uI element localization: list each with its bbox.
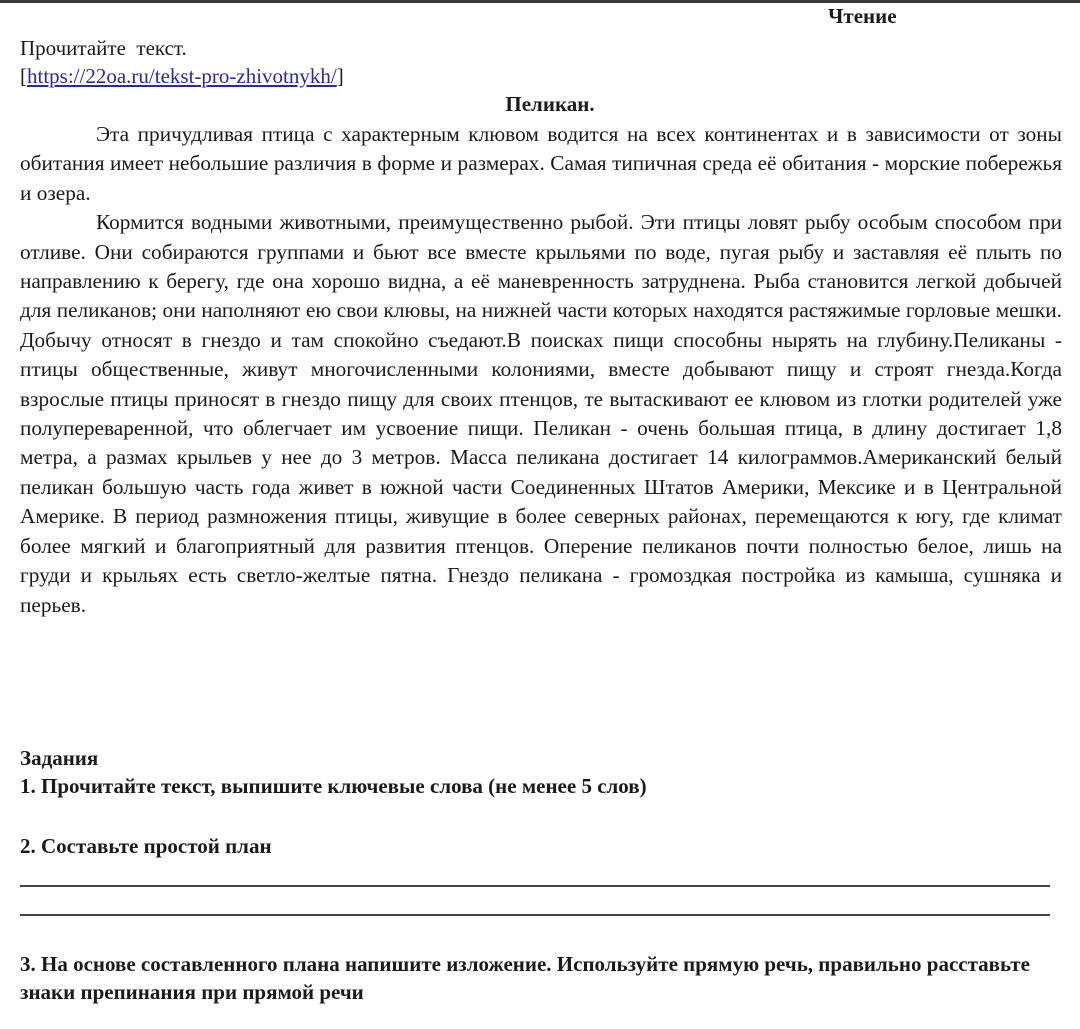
top-border [0,0,1080,3]
bracket-close: ] [336,64,344,88]
text-title: Пеликан. [505,92,595,116]
section-title: Чтение [828,4,897,28]
source-link[interactable]: https://22oa.ru/tekst-pro-zhivotnykh/ [27,64,337,88]
task-2: 2. Составьте простой план [20,834,272,858]
instruction-text: Прочитайте текст. [20,36,187,60]
intro-block [20,34,344,90]
answer-line [20,885,1050,887]
answer-line [20,914,1050,916]
bracket-open: [ [20,64,27,88]
paragraph: Кормится водными животными, преимущественно рыбой. Эти птицы ловят рыбу особым способом при отливе. Они собираются группами и бьют все вместе крыльями по воде, пугая рыбу и заставляя её плыть по направлению к берегу, где она хорошо видна, а её маневренность затруднена. Рыба становится легкой добычей для пеликанов; они наполняют ею свои клювы, на нижней части которых находятся растяжимые горловые мешки. Добычу относят в гнездо и там спокойно съедают.В поисках пищи способны нырять на глубину.Пеликаны - птицы общественные, живут многочисленными колониями, вместе добывают пищу и строят гнезда.Когда взрослые птицы приносят в гнездо пищу для своих птенцов, те вытаскивают ее клювом из глотки родителей уже полупереваренной, что облегчает им усвоение пищи. Пеликан - очень большая птица, в длину достигает 1,8 метра, а размах крыльев у нее до 3 метров. Масса пеликана достигает 14 килограммов.Американский белый пеликан большую часть года живет в южной части Соединенных Штатов Америки, Мексике и в Центральной Америке. В период размножения птицы, живущие в более северных районах, перемещаются к югу, где климат более мягкий и благоприятный для развития птенцов. Оперение пеликанов почти полностью белое, лишь на груди и крыльях есть светло-желтые пятна. Гнездо пеликана - громоздкая постройка из камыша, сушняка и перьев. [20,210,1062,617]
tasks-section [20,744,1062,1004]
source-line [20,62,344,90]
task-3: 3. На основе составленного плана напишите изложение. Используйте прямую речь, правильно расставьте знаки препинания при прямой речи [20,952,1030,1004]
paragraph: Эта причудливая птица с характерным клювом водится на всех континентах и в зависимости от зоны обитания имеет небольшие различия в форме и размерах. Самая типичная среда её обитания - морские побережья и озера. [20,122,1062,205]
tasks-heading: Задания [20,746,99,770]
task-1: 1. Прочитайте текст, выпишите ключевые слова (не менее 5 слов) [20,774,647,798]
article-body [20,120,1062,620]
